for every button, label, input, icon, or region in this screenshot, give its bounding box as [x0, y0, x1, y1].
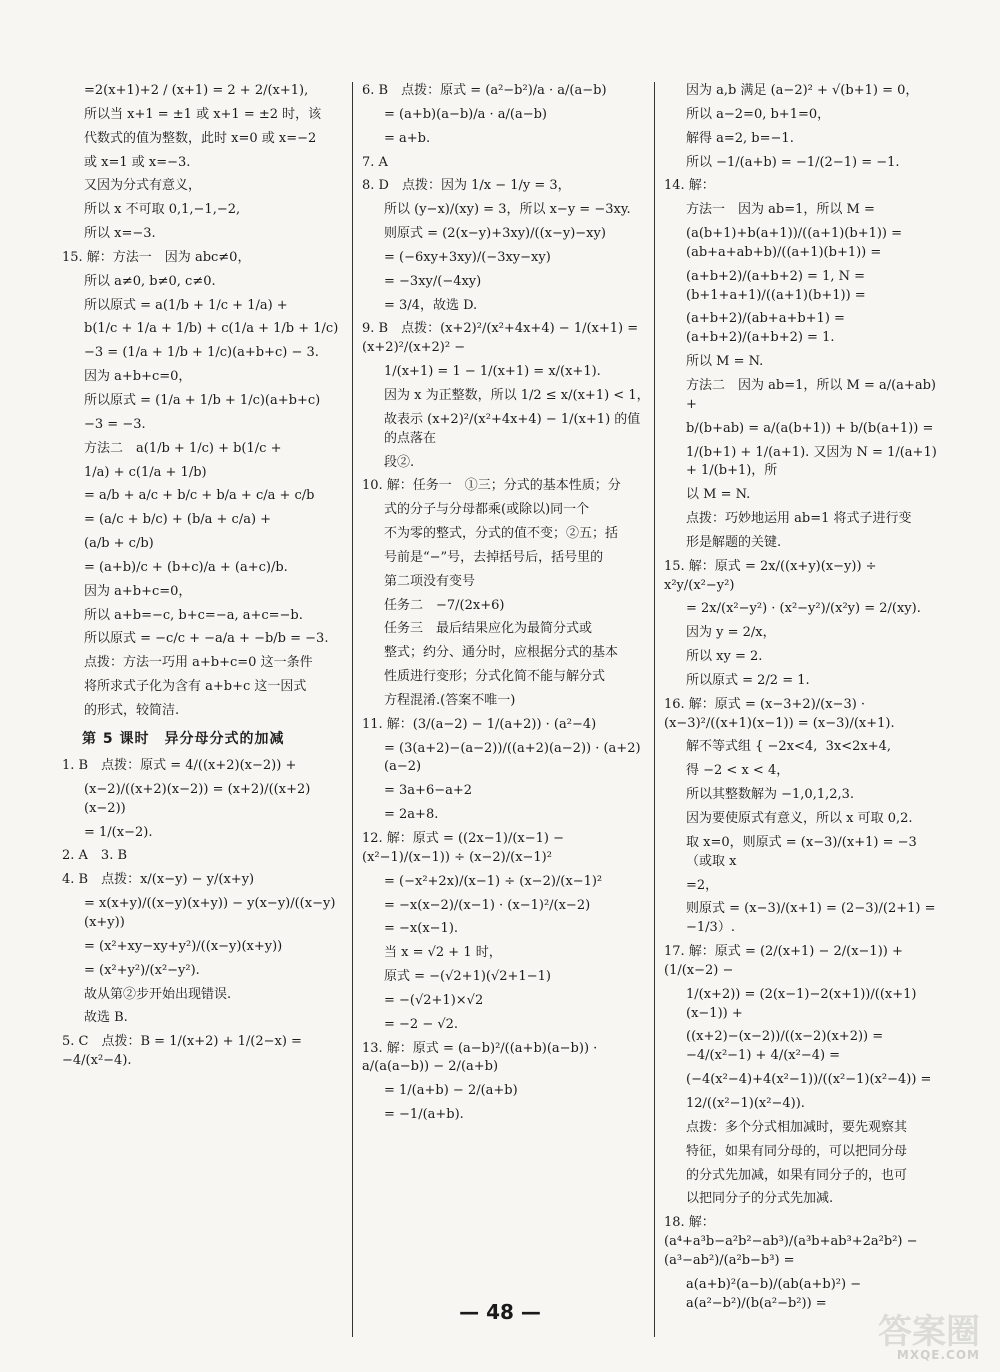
- text-line: 代数式的值为整数，此时 x=0 或 x=−2: [84, 130, 317, 146]
- text-line: 所以其整数解为 −1,0,1,2,3.: [686, 787, 855, 803]
- text-line: 因为 a+b+c=0，: [84, 369, 192, 385]
- text-line: 因为 x 为正整数，所以 1/2 ≤ x/(x+1) < 1，: [384, 387, 650, 403]
- text-line: −3 = −3.: [84, 416, 146, 432]
- text-line: = 1/(a+b) − 2/(a+b): [384, 1083, 518, 1099]
- text-line: 整式；约分、通分时，应根据分式的基本: [384, 645, 619, 661]
- text-line: 故选 B.: [84, 1010, 128, 1026]
- text-line: 以 M = N.: [686, 487, 751, 503]
- text-line: = −x(x−2)/(x−1) · (x−1)²/(x−2): [384, 897, 591, 913]
- text-line: 方法一 因为 ab=1，所以 M =: [686, 202, 875, 218]
- text-line: 式的分子与分母都乘(或除以)同一个: [384, 502, 590, 518]
- text-line: 所以 xy = 2.: [686, 649, 763, 665]
- hint-line: 的分式先加减，如果有同分子的，也可: [686, 1167, 908, 1183]
- text-line: 又因为分式有意义，: [84, 178, 202, 194]
- column-divider: [352, 82, 353, 1337]
- text-line: 所以 x=−3.: [84, 226, 156, 242]
- text-line: 所以原式 = (1/a + 1/b + 1/c)(a+b+c): [84, 392, 321, 408]
- question-7: 7. A: [362, 154, 388, 170]
- question-16: 16. 解：原式 = (x−3+2)/(x−3) · (x−3)²/((x+1)(x−1)) = (x−3)/(x+1).: [664, 696, 895, 731]
- text-line: −3 = (1/a + 1/b + 1/c)(a+b+c) − 3.: [84, 345, 319, 361]
- text-line: ((x+2)−(x−2))/((x−2)(x+2)) = −4/(x²−1) + 4/(x²−4) =: [686, 1029, 888, 1064]
- text-line: 因为 y = 2/x，: [686, 625, 776, 641]
- text-line: 故表示 (x+2)²/(x²+4x+4) − 1/(x+1) 的值的点落在: [384, 411, 641, 446]
- text-line: 不为零的整式，分式的值不变；②五；括: [384, 526, 619, 542]
- question-6: 6. B 点拨：原式 = (a²−b²)/a · a/(a−b): [362, 83, 607, 98]
- text-line: 所以 M = N.: [686, 354, 764, 370]
- text-line: =2(x+1)+2 / (x+1) = 2 + 2/(x+1),: [84, 83, 309, 98]
- text-line: 或 x=1 或 x=−3.: [84, 154, 191, 170]
- text-line: 因为 a,b 满足 (a−2)² + √(b+1) = 0，: [686, 83, 919, 98]
- question-11: 11. 解：(3/(a−2) − 1/(a+2)) · (a²−4): [362, 716, 597, 732]
- text-line: 解不等式组 { −2x<4, 3x<2x+4,: [686, 739, 891, 755]
- question-15: 15. 解：原式 = 2x/((x+y)(x−y)) ÷ x²y/(x²−y²): [664, 558, 881, 593]
- text-line: 原式 = −(√2+1)(√2+1−1): [384, 969, 551, 985]
- text-line: 1/a) + c(1/a + 1/b): [84, 464, 207, 480]
- text-line: =2，: [686, 877, 719, 893]
- hint-line: 点拨：多个分式相加减时，要先观察其: [686, 1119, 908, 1135]
- text-line: (a/b + c/b): [84, 536, 154, 552]
- text-line: = (a/c + b/c) + (b/a + c/a) +: [84, 512, 272, 528]
- text-line: 当 x = √2 + 1 时，: [384, 945, 502, 961]
- text-line: 号前是“−”号，去掉括号后，括号里的: [384, 549, 604, 565]
- text-line: = a/b + a/c + b/c + b/a + c/a + c/b: [84, 488, 315, 504]
- text-line: 所以当 x+1 = ±1 或 x+1 = ±2 时，该: [84, 106, 322, 122]
- text-line: = 2a+8.: [384, 807, 439, 823]
- text-line: = a+b.: [384, 130, 431, 146]
- task-3: 任务三 最后结果应化为最简分式或: [384, 621, 593, 637]
- text-line: 所以原式 = a(1/b + 1/c + 1/a) +: [84, 297, 288, 313]
- text-line: = 3/4，故选 D.: [384, 297, 478, 313]
- question-9: 9. B 点拨：(x+2)²/(x²+4x+4) − 1/(x+1) = (x+2)²/(x+2)² −: [362, 321, 643, 356]
- column-1: [62, 82, 344, 1076]
- text-line: b/(b+ab) = a/(a(b+1)) + b/(b(a+1)) =: [686, 420, 934, 436]
- text-line: 所以 −1/(a+b) = −1/(2−1) = −1.: [686, 154, 900, 170]
- text-line: = −(√2+1)×√2: [384, 992, 484, 1008]
- hint-line: 的形式，较简洁.: [84, 702, 180, 718]
- question-18: 18. 解：(a⁴+a³b−a²b²−ab³)/(a³b+ab³+2a²b²) − (a³−ab²)/(a²b−b³) =: [664, 1215, 922, 1268]
- question-12: 12. 解：原式 = ((2x−1)/(x−1) − (x²−1)/(x−1)) ÷ (x−2)/(x−1)²: [362, 831, 569, 865]
- text-line: 方法二 因为 ab=1，所以 M = a/(a+ab) +: [686, 377, 941, 412]
- question-14: 14. 解：: [664, 178, 715, 194]
- text-line: 1/(x+2)) = (2(x−1)−2(x+1))/((x+1)(x−1)) +: [686, 986, 917, 1021]
- text-line: b(1/c + 1/a + 1/b) + c(1/a + 1/b + 1/c): [84, 321, 339, 337]
- text-line: = −x(x−1).: [384, 921, 459, 937]
- column-2: [362, 82, 650, 1130]
- text-line: = −1/(a+b).: [384, 1107, 464, 1123]
- text-line: = x(x+y)/((x−y)(x+y)) − y(x−y)/((x−y)(x+y)): [84, 896, 336, 930]
- hint-line: 点拨：巧妙地运用 ab=1 将式子进行变: [686, 511, 912, 527]
- text-line: = 1/(x−2).: [84, 824, 153, 840]
- text-line: 则原式 = (x−3)/(x+1) = (2−3)/(2+1) = −1/3）.: [686, 901, 940, 936]
- hint-line: 将所求式子化为含有 a+b+c 这一因式: [84, 679, 307, 695]
- page-number: — 48 —: [459, 1300, 541, 1324]
- text-line: 取 x=0，则原式 = (x−3)/(x+1) = −3（或取 x: [686, 834, 917, 869]
- text-line: 所以原式 = 2/2 = 1.: [686, 672, 810, 688]
- text-line: = 3a+6−a+2: [384, 783, 473, 799]
- text-line: 则原式 = (2(x−y)+3xy)/((x−y)−xy): [384, 226, 606, 242]
- question-1: 1. B 点拨：原式 = 4/((x+2)(x−2)) +: [62, 758, 297, 774]
- text-line: 1/(b+1) + 1/(a+1). 又因为 N = 1/(a+1) + 1/(b+1)，所: [686, 444, 941, 479]
- question-8: 8. D 点拨：因为 1/x − 1/y = 3，: [362, 178, 571, 194]
- question-10: 10. 解：任务一 ①三；分式的基本性质；分: [362, 478, 621, 494]
- text-line: 解得 a=2, b=−1.: [686, 130, 794, 146]
- text-line: = (−6xy+3xy)/(−3xy−xy): [384, 249, 551, 265]
- text-line: (x−2)/((x+2)(x−2)) = (x+2)/((x+2)(x−2)): [84, 781, 311, 816]
- text-line: 所以 a−2=0, b+1=0，: [686, 106, 831, 122]
- text-line: 第二项没有变号: [384, 573, 476, 589]
- question-13: 13. 解：原式 = (a−b)²/((a+b)(a−b)) · a/(a(a−b)) − 2/(a+b): [362, 1040, 602, 1075]
- column-3: [664, 82, 940, 1318]
- task-2: 任务二 −7/(2x+6): [384, 597, 505, 613]
- text-line: 所以 a+b=−c, b+c=−a, a+c=−b.: [84, 607, 303, 623]
- text-line: 性质进行变形；分式化简不能与解分式: [384, 669, 606, 685]
- text-line: (a(b+1)+b(a+1))/((a+1)(b+1)) = (ab+a+ab+b)/((a+1)(b+1)) =: [686, 226, 907, 260]
- column-divider: [654, 82, 655, 1337]
- text-line: 方程混淆.(答案不唯一): [384, 692, 516, 708]
- text-line: a(a+b)²(a−b)/(ab(a+b)²) − a(a²−b²)/(b(a²−b²)) =: [686, 1276, 866, 1311]
- text-line: 因为要使原式有意义，所以 x 可取 0,2.: [686, 811, 913, 826]
- text-line: 段②.: [384, 454, 415, 470]
- text-line: 所以 x 不可取 0,1,−1,−2,: [84, 202, 241, 218]
- text-line: 所以 (y−x)/(xy) = 3，所以 x−y = −3xy.: [384, 202, 631, 218]
- text-line: 得 −2 < x < 4，: [686, 763, 790, 779]
- text-line: 方法二 a(1/b + 1/c) + b(1/c +: [84, 440, 282, 456]
- question-4: 4. B 点拨：x/(x−y) − y/(x+y): [62, 872, 255, 888]
- text-line: = (3(a+2)−(a−2))/((a+2)(a−2)) · (a+2)(a−2): [384, 740, 641, 775]
- text-line: 1/(x+1) = 1 − 1/(x+1) = x/(x+1).: [384, 364, 601, 380]
- hint-line: 以把同分子的分式先加减.: [686, 1191, 834, 1207]
- text-line: = (a+b)(a−b)/a · a/(a−b): [384, 106, 548, 122]
- text-line: (a+b+2)/(ab+a+b+1) = (a+b+2)/(a+b+2) = 1.: [686, 311, 850, 346]
- text-line: = (x²+y²)/(x²−y²).: [84, 962, 200, 978]
- watermark-logo: [830, 1304, 980, 1362]
- question-5: 5. C 点拨：B = 1/(x+2) + 1/(2−x) = −4/(x²−4).: [62, 1034, 307, 1069]
- hint-line: 特征，如果有同分母的，可以把同分母: [686, 1143, 908, 1159]
- question-15: 15. 解：方法一 因为 abc≠0，: [62, 249, 251, 265]
- text-line: = 2x/(x²−y²) · (x²−y²)/(x²y) = 2/(xy).: [686, 601, 921, 617]
- text-line: (−4(x²−4)+4(x²−1))/((x²−1)(x²−4)) =: [686, 1072, 932, 1088]
- text-line: 故从第②步开始出现错误.: [84, 986, 232, 1002]
- text-line: = (−x²+2x)/(x−1) ÷ (x−2)/(x−1)²: [384, 873, 603, 889]
- text-line: 12/((x²−1)(x²−4)).: [686, 1095, 805, 1111]
- text-line: = (a+b)/c + (b+c)/a + (a+c)/b.: [84, 559, 288, 575]
- question-17: 17. 解：原式 = (2/(x+1) − 2/(x−1)) + (1/(x−2) −: [664, 944, 908, 978]
- text-line: = −3xy/(−4xy): [384, 273, 482, 289]
- text-line: = −2 − √2.: [384, 1016, 459, 1032]
- text-line: 所以原式 = −c/c + −a/a + −b/b = −3.: [84, 631, 329, 647]
- text-line: (a+b+2)/(a+b+2) = 1, N = (b+1+a+1)/((a+1)(b+1)) =: [686, 268, 870, 303]
- hint-line: 形是解题的关键.: [686, 534, 782, 550]
- section-title: 第 5 课时 异分母分式的加减: [82, 730, 285, 747]
- text-line: 因为 a+b+c=0，: [84, 583, 192, 599]
- watermark-site: MXQE.COM: [896, 1348, 980, 1362]
- text-line: 所以 a≠0, b≠0, c≠0.: [84, 273, 216, 289]
- text-line: = (x²+xy−xy+y²)/((x−y)(x+y)): [84, 938, 283, 954]
- watermark-glyphs: 答案圈: [878, 1312, 980, 1352]
- hint-line: 点拨：方法一巧用 a+b+c=0 这一条件: [84, 655, 313, 671]
- question-2-3: 2. A 3. B: [62, 848, 128, 864]
